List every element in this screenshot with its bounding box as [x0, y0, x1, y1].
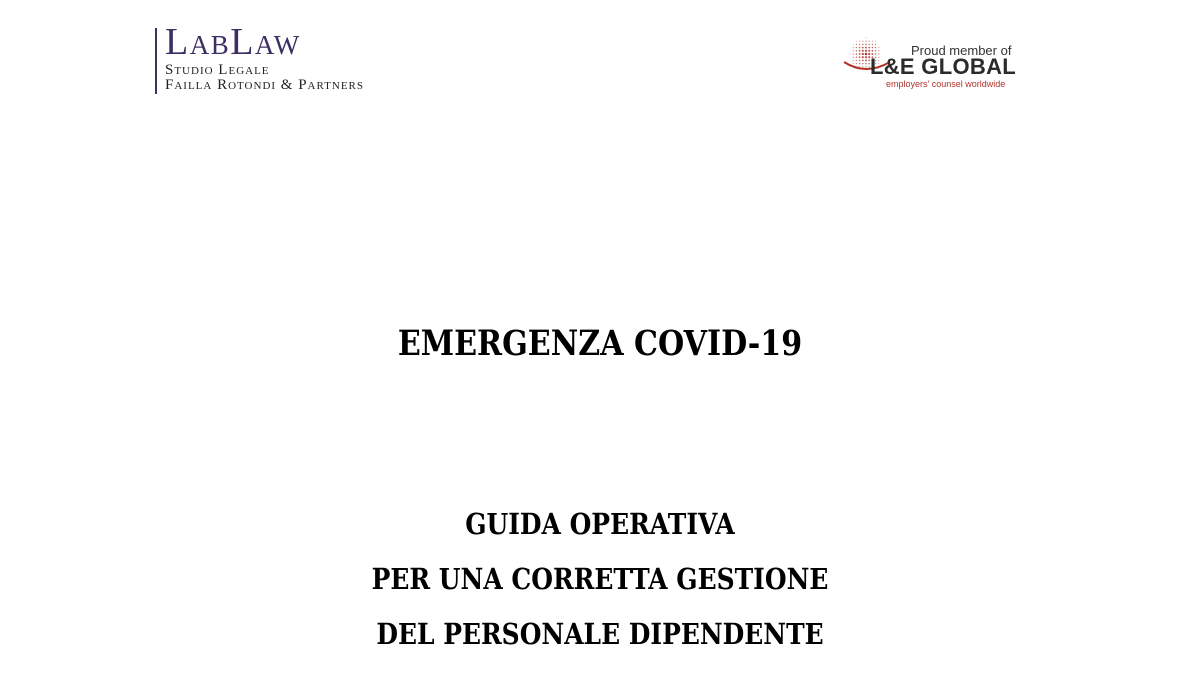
lablaw-logo-line1: Studio Legale — [165, 62, 270, 78]
lablaw-logo-name: LabLaw — [165, 21, 301, 63]
lablaw-logo — [155, 21, 365, 94]
le-global-tagline-bottom: employers' counsel worldwide — [886, 79, 1006, 89]
subtitle-line-2: PER UNA CORRETTA GESTIONE — [371, 562, 829, 596]
document-subtitle — [84, 497, 1116, 662]
subtitle-line-3: DEL PERSONALE DIPENDENTE — [376, 617, 824, 651]
document-title: EMERGENZA COVID-19 — [397, 323, 803, 364]
lablaw-logo-line2: Failla Rotondi & Partners — [165, 77, 365, 93]
le-global-tagline-top: Proud member of — [911, 43, 1012, 58]
le-global-logo — [838, 34, 1028, 92]
le-global-name: L&E GLOBAL — [870, 54, 1016, 79]
subtitle-line-1: GUIDA OPERATIVA — [465, 507, 735, 541]
